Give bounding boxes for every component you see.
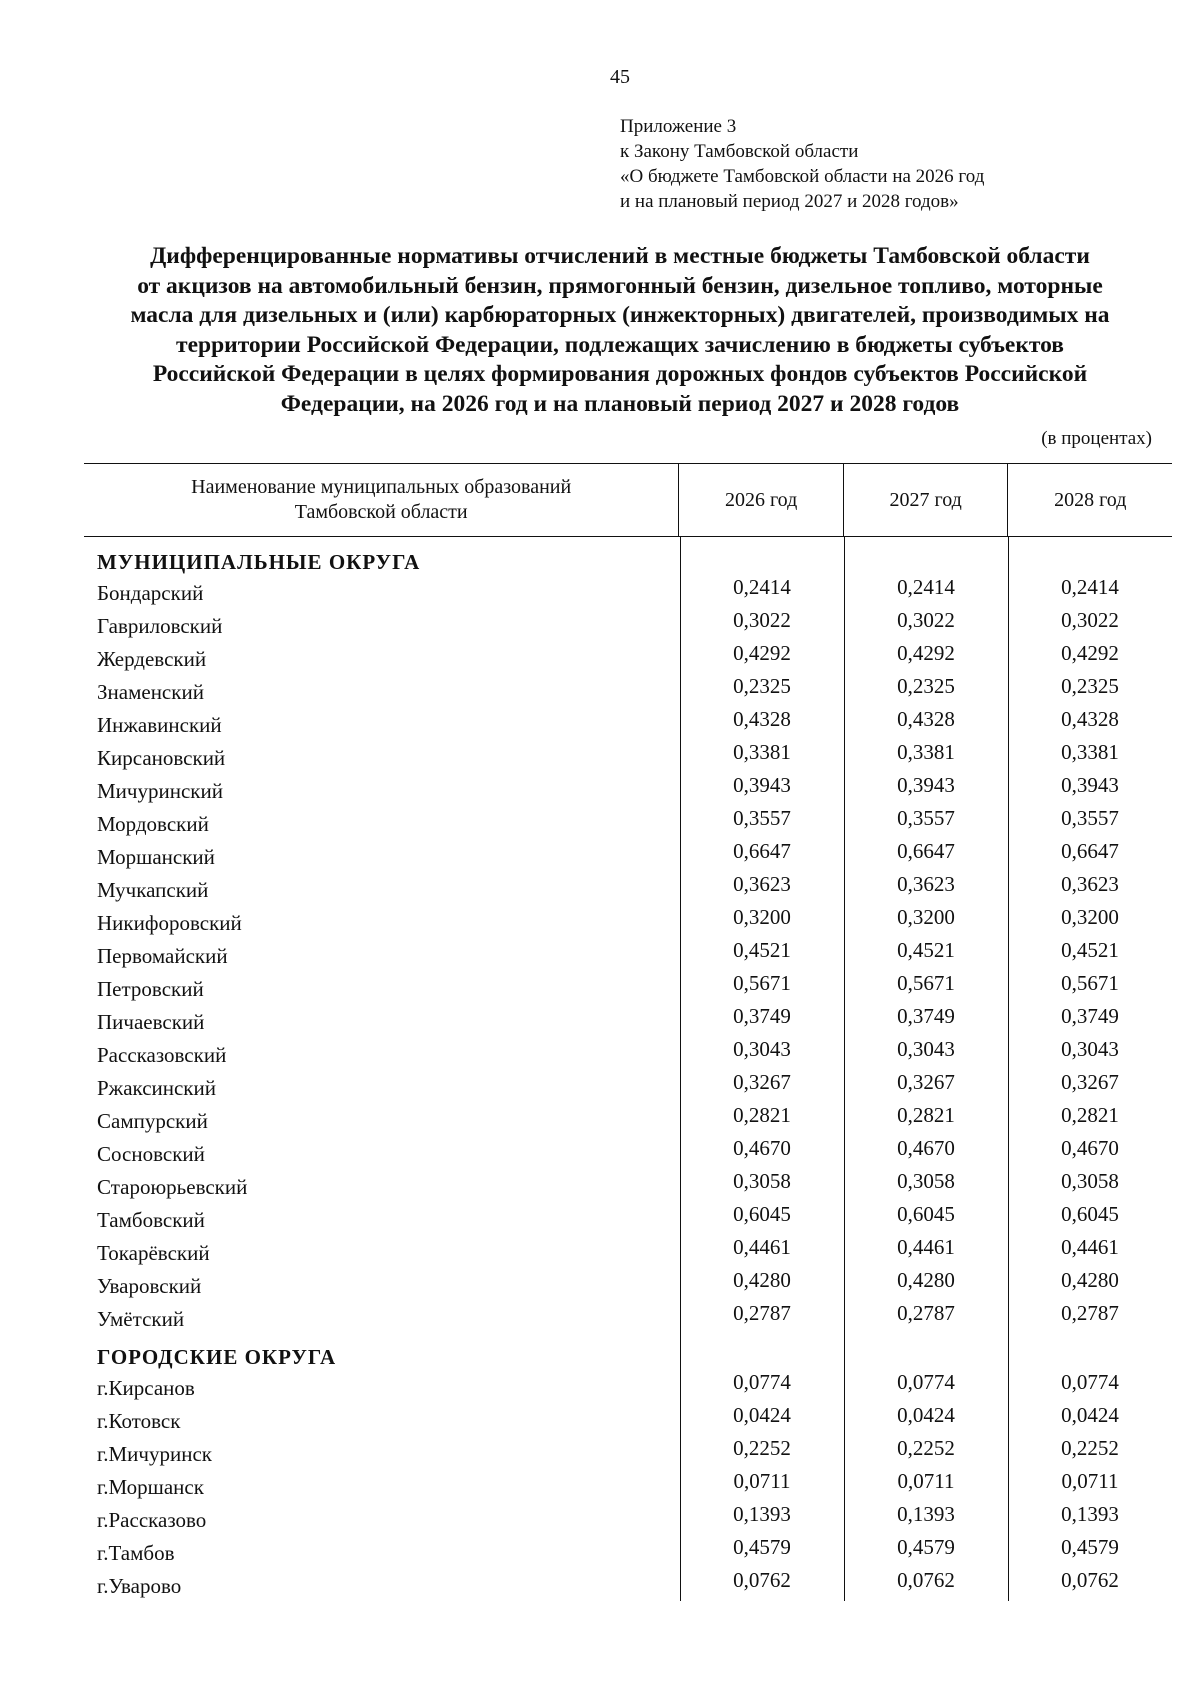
value-2026: 0,3200 xyxy=(733,905,791,929)
value-2028: 0,3267 xyxy=(1061,1070,1119,1094)
value-2027: 0,3267 xyxy=(897,1070,955,1094)
municipality-name: Пичаевский xyxy=(97,1010,205,1034)
value-2028: 0,3022 xyxy=(1061,608,1119,632)
municipality-name: г.Кирсанов xyxy=(97,1376,195,1400)
municipality-name: Гавриловский xyxy=(97,614,223,638)
value-2026: 0,4670 xyxy=(733,1136,791,1160)
value-2026: 0,3381 xyxy=(733,740,791,764)
municipality-name: Умётский xyxy=(97,1307,185,1331)
municipality-name: Тамбовский xyxy=(97,1208,205,1232)
appendix-line: к Закону Тамбовской области xyxy=(620,141,859,162)
value-2028: 0,2787 xyxy=(1061,1301,1119,1325)
appendix-reference xyxy=(620,114,984,214)
municipality-name: г.Котовск xyxy=(97,1409,181,1433)
value-2027: 0,4280 xyxy=(897,1268,955,1292)
municipality-name: Знаменский xyxy=(97,680,204,704)
value-2026: 0,3043 xyxy=(733,1037,791,1061)
municipality-name: Ржаксинский xyxy=(97,1076,216,1100)
value-2027: 0,5671 xyxy=(897,971,955,995)
value-2028: 0,3943 xyxy=(1061,773,1119,797)
value-2026: 0,3943 xyxy=(733,773,791,797)
value-2027: 0,4579 xyxy=(897,1535,955,1559)
value-2028: 0,5671 xyxy=(1061,971,1119,995)
value-2028: 0,0774 xyxy=(1061,1370,1119,1394)
value-2028: 0,3749 xyxy=(1061,1004,1119,1028)
municipality-name: г.Тамбов xyxy=(97,1541,175,1565)
value-2027: 0,0762 xyxy=(897,1568,955,1592)
value-2027: 0,4292 xyxy=(897,641,955,665)
value-2027: 0,4328 xyxy=(897,707,955,731)
value-2027: 0,0424 xyxy=(897,1403,955,1427)
value-2027: 0,3381 xyxy=(897,740,955,764)
value-2028: 0,6647 xyxy=(1061,839,1119,863)
value-2028: 0,1393 xyxy=(1061,1502,1119,1526)
municipality-name: Сосновский xyxy=(97,1142,205,1166)
value-2027: 0,3022 xyxy=(897,608,955,632)
appendix-line: Приложение 3 xyxy=(620,116,737,137)
value-2026: 0,1393 xyxy=(733,1502,791,1526)
value-2027: 0,3557 xyxy=(897,806,955,830)
municipality-name: г.Уварово xyxy=(97,1574,182,1598)
value-2026: 0,3022 xyxy=(733,608,791,632)
value-2027: 0,6647 xyxy=(897,839,955,863)
value-2026: 0,3749 xyxy=(733,1004,791,1028)
page-number: 45 xyxy=(610,66,630,88)
municipality-name: г.Рассказово xyxy=(97,1508,207,1532)
unit-note: (в процентах) xyxy=(1041,428,1152,449)
value-2028: 0,2414 xyxy=(1061,575,1119,599)
value-2027: 0,3200 xyxy=(897,905,955,929)
municipality-name: Моршанский xyxy=(97,845,215,869)
municipality-name: г.Моршанск xyxy=(97,1475,204,1499)
value-2026: 0,4328 xyxy=(733,707,791,731)
value-2028: 0,0711 xyxy=(1061,1469,1119,1493)
table-body xyxy=(84,537,1172,1601)
value-2028: 0,3043 xyxy=(1061,1037,1119,1061)
value-2028: 0,3200 xyxy=(1061,905,1119,929)
title-line: территории Российской Федерации, подлежащих зачислению в бюджеты субъектов xyxy=(176,331,1064,358)
municipality-name: Жердевский xyxy=(97,647,207,671)
value-2028: 0,3623 xyxy=(1061,872,1119,896)
value-2027: 0,3043 xyxy=(897,1037,955,1061)
municipality-name: Мордовский xyxy=(97,812,209,836)
municipality-name: Кирсановский xyxy=(97,746,226,770)
value-2028: 0,3557 xyxy=(1061,806,1119,830)
value-2026: 0,2325 xyxy=(733,674,791,698)
value-2026: 0,0424 xyxy=(733,1403,791,1427)
header-name-line: Тамбовской области xyxy=(294,501,468,523)
value-2028: 0,4328 xyxy=(1061,707,1119,731)
section-title: МУНИЦИПАЛЬНЫЕ ОКРУГА xyxy=(97,550,421,574)
value-2027: 0,3058 xyxy=(897,1169,955,1193)
value-2026: 0,4461 xyxy=(733,1235,791,1259)
value-2028: 0,0762 xyxy=(1061,1568,1119,1592)
header-name-line: Наименование муниципальных образований xyxy=(191,476,572,498)
value-2027: 0,2414 xyxy=(897,575,955,599)
title-line: Федерации, на 2026 год и на плановый период 2027 и 2028 годов xyxy=(280,390,960,417)
value-2028: 0,2821 xyxy=(1061,1103,1119,1127)
municipality-name: Рассказовский xyxy=(97,1043,227,1067)
value-2026: 0,3267 xyxy=(733,1070,791,1094)
value-2028: 0,4292 xyxy=(1061,641,1119,665)
appendix-line: и на плановый период 2027 и 2028 годов» xyxy=(620,191,959,212)
title-line: Российской Федерации в целях формирования дорожных фондов субъектов Российской xyxy=(152,361,1088,387)
value-2028: 0,2252 xyxy=(1061,1436,1119,1460)
value-2026: 0,3058 xyxy=(733,1169,791,1193)
municipality-name: Первомайский xyxy=(97,944,228,968)
value-2028: 0,0424 xyxy=(1061,1403,1119,1427)
value-2026: 0,2252 xyxy=(733,1436,791,1460)
value-2026: 0,2414 xyxy=(733,575,791,599)
table-header xyxy=(84,463,1172,537)
value-2027: 0,2821 xyxy=(897,1103,955,1127)
header-2027: 2027 год xyxy=(843,464,1008,536)
municipality-name: Уваровский xyxy=(97,1274,202,1298)
municipality-name: Инжавинский xyxy=(97,713,222,737)
municipality-name: г.Мичуринск xyxy=(97,1442,212,1466)
header-2028: 2028 год xyxy=(1007,464,1172,536)
appendix-line: «О бюджете Тамбовской области на 2026 год xyxy=(620,166,985,187)
title-line: масла для дизельных и (или) карбюраторных (инжекторных) двигателей, производимых на xyxy=(130,302,1110,328)
value-2026: 0,4292 xyxy=(733,641,791,665)
value-2026: 0,4521 xyxy=(733,938,791,962)
value-2028: 0,2325 xyxy=(1061,674,1119,698)
value-2027: 0,4670 xyxy=(897,1136,955,1160)
value-2028: 0,4579 xyxy=(1061,1535,1119,1559)
value-2026: 0,3623 xyxy=(733,872,791,896)
value-2026: 0,6045 xyxy=(733,1202,791,1226)
value-2026: 0,4579 xyxy=(733,1535,791,1559)
value-2026: 0,2821 xyxy=(733,1103,791,1127)
value-2028: 0,3058 xyxy=(1061,1169,1119,1193)
document-title xyxy=(80,242,1160,419)
value-2026: 0,2787 xyxy=(733,1301,791,1325)
value-2027: 0,3623 xyxy=(897,872,955,896)
value-2028: 0,3381 xyxy=(1061,740,1119,764)
value-2026: 0,3557 xyxy=(733,806,791,830)
municipality-name: Мучкапский xyxy=(97,878,209,902)
value-2027: 0,2252 xyxy=(897,1436,955,1460)
municipality-name: Токарёвский xyxy=(97,1241,210,1265)
value-2027: 0,3943 xyxy=(897,773,955,797)
value-2027: 0,0711 xyxy=(897,1469,955,1493)
value-2028: 0,4670 xyxy=(1061,1136,1119,1160)
value-2027: 0,2325 xyxy=(897,674,955,698)
value-2026: 0,4280 xyxy=(733,1268,791,1292)
value-2026: 0,0774 xyxy=(733,1370,791,1394)
value-2027: 0,0774 xyxy=(897,1370,955,1394)
section-title: ГОРОДСКИЕ ОКРУГА xyxy=(97,1345,337,1369)
value-2027: 0,2787 xyxy=(897,1301,955,1325)
value-2026: 0,5671 xyxy=(733,971,791,995)
municipality-name: Петровский xyxy=(97,977,204,1001)
value-2026: 0,6647 xyxy=(733,839,791,863)
value-2028: 0,4521 xyxy=(1061,938,1119,962)
header-name xyxy=(84,464,678,536)
value-2027: 0,4521 xyxy=(897,938,955,962)
value-2027: 0,1393 xyxy=(897,1502,955,1526)
title-line: Дифференцированные нормативы отчислений в местные бюджеты Тамбовской области xyxy=(150,243,1090,269)
header-2026: 2026 год xyxy=(678,464,843,536)
value-2027: 0,3749 xyxy=(897,1004,955,1028)
value-2026: 0,0711 xyxy=(733,1469,791,1493)
value-2026: 0,0762 xyxy=(733,1568,791,1592)
value-2028: 0,6045 xyxy=(1061,1202,1119,1226)
municipality-name: Староюрьевский xyxy=(97,1175,248,1199)
value-2027: 0,6045 xyxy=(897,1202,955,1226)
municipality-name: Бондарский xyxy=(97,581,204,605)
value-2028: 0,4280 xyxy=(1061,1268,1119,1292)
value-2028: 0,4461 xyxy=(1061,1235,1119,1259)
norms-table xyxy=(84,463,1172,1601)
value-2027: 0,4461 xyxy=(897,1235,955,1259)
municipality-name: Мичуринский xyxy=(97,779,223,803)
municipality-name: Никифоровский xyxy=(97,911,242,935)
municipality-name: Сампурский xyxy=(97,1109,208,1133)
title-line: от акцизов на автомобильный бензин, прямогонный бензин, дизельное топливо, моторные xyxy=(137,272,1103,299)
